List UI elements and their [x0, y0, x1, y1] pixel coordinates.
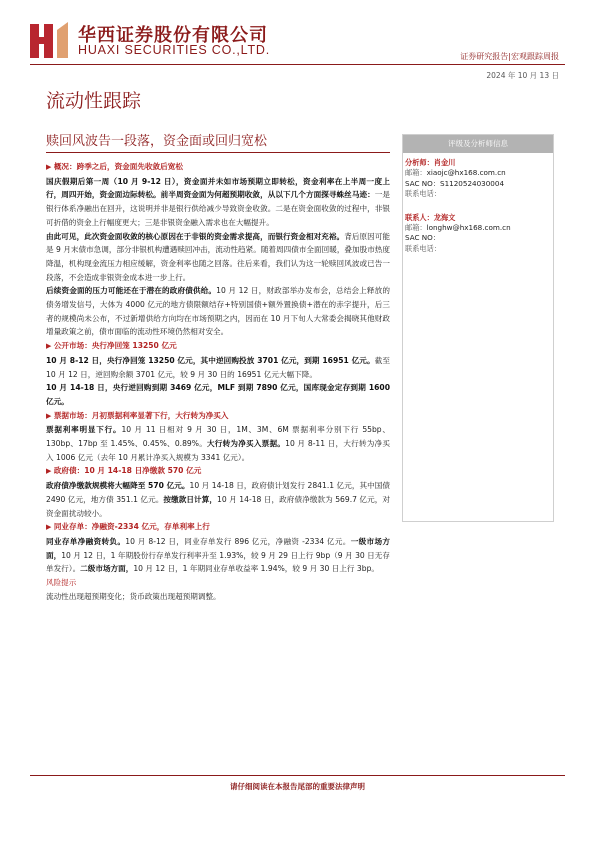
risk-text: 流动性出现超预期变化；货币政策出现超预期调整。 [46, 591, 221, 601]
report-type: 证券研究报告|宏观跟踪周报 [460, 52, 559, 61]
section-heading: ▶ 政府债：10 月 14-18 日净缴款 570 亿元 [46, 466, 202, 476]
paragraph: 后续资金面的压力可能还在于潜在的政府债供给。10 月 12 日，财政部举办发布会，总结会上释放的债务增发信号，大体为 4000 亿元的地方债限额结存+特别国债+额外置换债+潜在的赤字提升，后三者的规模尚未公布，不过新增供给方向均在市场预期之内，因而在 10 月下旬人大常委会揭晓其他财政增量政策之前，债市面临的流动性环境仍然相对安全。 [46, 286, 390, 337]
analyst-name-line: 分析师：肖金川 [405, 158, 456, 167]
analyst-panel-title: 评级及分析师信息 [403, 135, 553, 153]
triangle-bullet-icon: ▶ [46, 467, 54, 476]
section-heading: ▶ 票据市场：月初票据利率显著下行，大行转为净买入 [46, 410, 229, 420]
analyst-sac: SAC NO：S1120524030004 [405, 178, 505, 188]
section-heading: ▶ 公开市场：央行净回笼 13250 亿元 [46, 341, 177, 351]
footer-divider [30, 775, 565, 776]
risk-heading: 风险提示 [46, 578, 77, 588]
section-heading: ▶ 概况：跨季之后，资金面先收敛后宽松 [46, 162, 183, 171]
triangle-bullet-icon: ▶ [46, 523, 54, 532]
company-name-cn: 华西证券股份有限公司 [78, 25, 268, 46]
paragraph: 国庆假期后第一周（10 月 9-12 日），资金面并未如市场预期立即转松，资金利率在上半周一度上行，周四开始，资金面边际转松。前半周资金面为何超预期收敛，从以下几个方面探寻蛛丝马迹：一是银行体系净融出在回升，这说明并非是银行供给减少导致资金收敛。二是在资金面收敛的过程中，非银可折借的资金上行幅度更大；三是非银资金融入需求也在大幅提升。 [46, 176, 391, 227]
analyst-email-line: 邮箱：xiaojc@hx168.com.cn [405, 168, 506, 178]
contact-email-link[interactable]: longhw@hx168.com.cn [426, 223, 511, 233]
paragraph: 票据利率明显下行。10 月 11 日相对 9 月 30 日，1M、3M、6M 票据利率分别下行 55bp、130bp、17bp 至 1.45%、0.45%、0.89%。大行转为净买入票据。10 月 8-11 日，大行转为净买入 1006 亿元（去年 10 月累计净买入规模为 3341 亿元）。 [46, 425, 391, 462]
triangle-bullet-icon: ▶ [46, 411, 54, 420]
company-name-en: HUAXI SECURITIES CO.,LTD. [78, 43, 271, 57]
contact-phone-label: 联系电话： [405, 243, 441, 253]
contact-email-line: 邮箱：longhw@hx168.com.cn [405, 223, 511, 233]
paragraph: 同业存单净融资转负。10 月 8-12 日，同业存单发行 896 亿元，净融资 -2334 亿元。一级市场方面，10 月 12 日，1 年期股份行存单发行利率升至 1.93%，较 9 月 29 日上行 9bp（9 月 30 日无存单发行）。二级市场方面，10 月 12 日，1 年期同业存单收益率 1.94%，较 9 月 30 日上行 3bp。 [46, 536, 391, 574]
report-subtitle: 赎回风波告一段落，资金面或回归宽松 [46, 134, 268, 149]
huaxi-logo-icon [30, 20, 70, 58]
contact-sac: SAC NO： [405, 233, 441, 243]
report-body [46, 160, 390, 604]
analyst-list [403, 153, 553, 254]
triangle-bullet-icon: ▶ [46, 342, 54, 351]
analyst-email-link[interactable]: xiaojc@hx168.com.cn [426, 168, 506, 178]
paragraph: 10 月 14-18 日，央行逆回购到期 3469 亿元，MLF 到期 7890 亿元，国库现金定存到期 1600 亿元。 [46, 383, 390, 406]
header-divider [30, 64, 565, 65]
page-title: 流动性跟踪 [46, 90, 142, 112]
paragraph: 由此可见，此次资金面收敛的核心原因在于非银的资金需求提高，而银行资金相对充裕。背后原因可能是 9 月末债市急调，部分非银机构遭遇赎回冲击，流动性趋紧。随着周四债市全面回暖，叠加股市热度降温，机构现金流压力相应缓解，资金利率也随之回落。往后来看，我们认为这一轮赎回风波或已告一段落，不会造成非银资金成本进一步上行。 [46, 231, 391, 282]
legal-disclaimer-note: 请仔细阅读在本报告尾部的重要法律声明 [230, 782, 365, 791]
paragraph: 10 月 8-12 日，央行净回笼 13250 亿元，其中逆回购投放 3701 亿元，到期 16951 亿元。截至 10 月 12 日，逆回购余额 3701 亿元，较 9 月 30 日的 16951 亿元大幅下降。 [46, 355, 391, 379]
section-heading: ▶ 同业存单：净融资-2334 亿元，存单利率上行 [46, 522, 210, 532]
report-date: 2024 年 10 月 13 日 [486, 71, 559, 80]
analyst-phone-label: 联系电话： [405, 189, 441, 199]
paragraph: 政府债净缴款规模将大幅降至 570 亿元。10 月 14-18 日，政府债计划发行 2841.1 亿元，其中国债 2490 亿元，地方债 351.1 亿元。按缴款日计算，10 月 14-18 日，政府债净缴款为 569.7 亿元，对资金面扰动较小。 [46, 481, 390, 518]
triangle-bullet-icon: ▶ [46, 163, 54, 171]
contact-name-line: 联系人：龙海文 [405, 212, 456, 222]
subtitle-divider [46, 152, 390, 153]
analyst-info-panel [402, 134, 554, 522]
